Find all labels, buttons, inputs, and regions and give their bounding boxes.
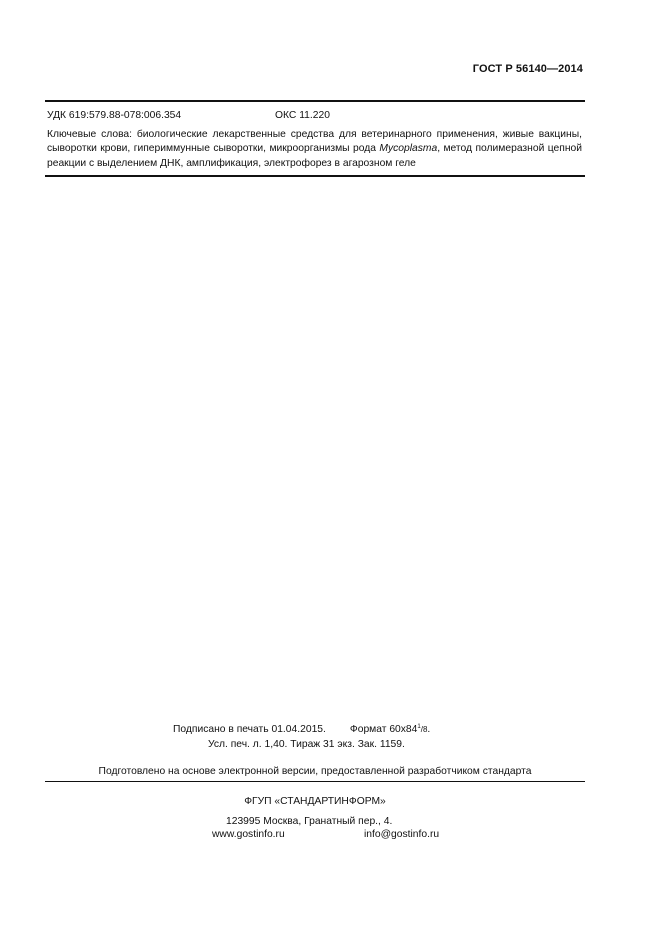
keywords-paragraph <box>47 128 582 171</box>
keywords-text-end: , метод полимеразной цепной реакции с выделением ДНК, амплификация, электрофорез в агарозном геле <box>47 143 582 169</box>
keywords-genus: Mycoplasma <box>379 143 438 155</box>
top-divider <box>45 100 585 102</box>
publisher-website: www.gostinfo.ru <box>212 829 285 840</box>
publisher-email: info@gostinfo.ru <box>364 829 440 840</box>
format-numerator: 1 <box>417 724 421 730</box>
prepared-note: Подготовлено на основе электронной версии, предоставленной разработчиком стандарта <box>98 766 532 777</box>
oks-code: ОКС 11.220 <box>275 110 330 121</box>
standard-number: ГОСТ Р 56140—2014 <box>472 63 583 75</box>
paper-format: Формат $60x84^1/8$. <box>349 724 431 735</box>
keywords-divider <box>45 175 585 177</box>
signed-date: Подписано в печать 01.04.2015. <box>173 724 326 735</box>
print-details: Усл. печ. л. 1,40. Тираж 31 экз. Зак. 1159. <box>208 739 405 750</box>
format-denominator: /8 <box>420 725 428 734</box>
publisher-name: ФГУП «СТАНДАРТИНФОРМ» <box>244 796 386 807</box>
bottom-divider <box>45 781 585 782</box>
keywords-text: Ключевые слова: биологические лекарственные средства для ветеринарного применения, живые вакцины, сыворотки крови, гипериммунные сыворотки, микроорганизмы рода <box>47 129 582 155</box>
signed-line <box>173 724 430 735</box>
udk-code: УДК 619:579.88-078:006.354 <box>47 110 182 121</box>
publisher-address: 123995 Москва, Гранатный пер., 4. <box>226 816 393 827</box>
